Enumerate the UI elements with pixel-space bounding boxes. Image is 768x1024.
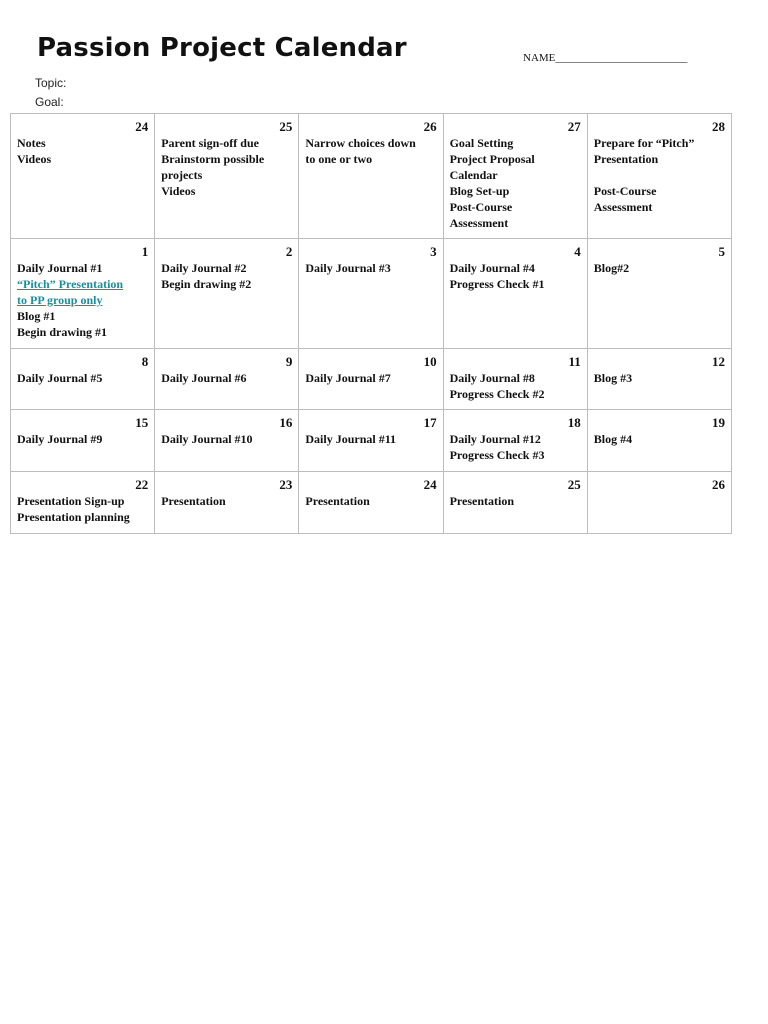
calendar-task-line: Daily Journal #11 — [305, 432, 397, 446]
goal-label: Goal: — [35, 95, 64, 109]
calendar-task-line: to one or two — [305, 152, 373, 166]
day-number: 2 — [285, 244, 293, 259]
calendar-task-line — [594, 167, 725, 183]
calendar-day-cell — [443, 410, 587, 472]
calendar-day-cell — [299, 114, 443, 239]
calendar-day-cell — [443, 114, 587, 239]
calendar-day-cell — [443, 349, 587, 410]
calendar-task-line: Blog #3 — [593, 371, 633, 385]
calendar-day-cell — [299, 239, 443, 349]
day-number: 16 — [279, 415, 293, 430]
calendar-task-line: Daily Journal #1 — [17, 261, 103, 275]
calendar-day-cell — [11, 114, 155, 239]
calendar-task-line: Daily Journal #4 — [449, 261, 535, 275]
calendar-week-row — [11, 114, 732, 239]
day-number: 22 — [135, 477, 149, 492]
calendar-table — [10, 113, 732, 534]
calendar-week-row — [11, 349, 732, 410]
calendar-day-cell — [155, 114, 299, 239]
day-number: 11 — [568, 354, 581, 369]
calendar-day-cell — [299, 472, 443, 534]
calendar-day-cell — [11, 349, 155, 410]
calendar-task-line: Brainstorm possible — [161, 152, 265, 166]
calendar-task-line: Prepare for “Pitch” — [593, 136, 695, 150]
calendar-task-line: Blog #1 — [17, 309, 56, 323]
day-number: 24 — [135, 119, 149, 134]
calendar-day-cell — [587, 114, 731, 239]
calendar-task-line: Blog Set-up — [449, 184, 510, 198]
calendar-task-line: Blog#2 — [593, 261, 630, 275]
calendar-day-cell — [443, 239, 587, 349]
day-number: 26 — [423, 119, 437, 134]
calendar-week-row — [11, 472, 732, 534]
calendar-week-row — [11, 239, 732, 349]
calendar-day-cell — [155, 239, 299, 349]
calendar-task-line: Daily Journal #9 — [17, 432, 103, 446]
calendar-task-line: Daily Journal #7 — [305, 371, 391, 385]
calendar-task-line: Project Proposal — [449, 152, 535, 166]
day-number: 23 — [279, 477, 293, 492]
calendar-task-line: Daily Journal #12 — [449, 432, 541, 446]
calendar-day-cell — [155, 472, 299, 534]
calendar-day-cell — [11, 239, 155, 349]
name-field-label: NAME________________________ — [523, 52, 688, 64]
day-number: 15 — [135, 415, 149, 430]
day-number: 26 — [712, 477, 725, 492]
calendar-task-line: Daily Journal #10 — [161, 432, 253, 446]
day-number: 19 — [712, 415, 725, 430]
day-number: 5 — [718, 244, 725, 259]
calendar-task-line: Daily Journal #5 — [17, 371, 103, 385]
calendar-task-line: Presentation — [161, 494, 226, 508]
day-number: 27 — [567, 119, 581, 134]
calendar-task-line: Presentation — [593, 152, 659, 166]
calendar-task-line: Post-Course — [449, 200, 513, 214]
day-number: 25 — [279, 119, 293, 134]
day-number: 8 — [141, 354, 149, 369]
day-number: 17 — [423, 415, 437, 430]
calendar-task-line: Narrow choices down — [305, 136, 416, 150]
calendar-day-cell — [299, 349, 443, 410]
calendar-task-line: Assessment — [593, 200, 653, 214]
day-number: 28 — [712, 119, 725, 134]
calendar-task-line: Parent sign-off due — [161, 136, 259, 150]
calendar-day-cell — [587, 239, 731, 349]
calendar-task-line: Begin drawing #2 — [161, 277, 252, 291]
calendar-task-line: Videos — [161, 184, 196, 198]
calendar-task-line: Presentation planning — [17, 510, 130, 524]
calendar-task-line: Progress Check #1 — [449, 277, 545, 291]
calendar-task-line: Post-Course — [593, 184, 657, 198]
calendar-task-line: Goal Setting — [449, 136, 514, 150]
calendar-day-cell — [299, 410, 443, 472]
day-number: 24 — [423, 477, 437, 492]
calendar-task-line: Daily Journal #3 — [305, 261, 391, 275]
calendar-task-line: projects — [161, 168, 203, 182]
calendar-task-line: Assessment — [449, 216, 509, 230]
page-title: Passion Project Calendar — [37, 33, 407, 63]
calendar-task-line: Videos — [17, 152, 52, 166]
day-number: 10 — [423, 354, 437, 369]
calendar-day-cell — [587, 472, 731, 534]
day-number: 3 — [430, 244, 437, 259]
calendar-day-cell — [587, 410, 731, 472]
calendar-day-cell — [11, 410, 155, 472]
calendar-task-line: Daily Journal #8 — [449, 371, 535, 385]
calendar-day-cell — [155, 349, 299, 410]
calendar-week-row — [11, 410, 732, 472]
day-number: 12 — [712, 354, 725, 369]
calendar-task-line: Presentation — [449, 494, 514, 508]
topic-label: Topic: — [35, 76, 67, 90]
day-number: 9 — [285, 354, 293, 369]
calendar-day-cell — [11, 472, 155, 534]
calendar-task-line: Presentation Sign-up — [17, 494, 125, 508]
calendar-day-cell — [443, 472, 587, 534]
day-number: 1 — [141, 244, 149, 259]
calendar-task-line: Progress Check #2 — [449, 387, 545, 401]
pitch-presentation-link[interactable]: “Pitch” Presentation — [17, 277, 124, 291]
calendar-task-line: Daily Journal #2 — [161, 261, 247, 275]
day-number: 25 — [567, 477, 581, 492]
calendar-task-line: Begin drawing #1 — [17, 325, 108, 339]
calendar-task-line: Notes — [17, 136, 46, 150]
calendar-day-cell — [587, 349, 731, 410]
calendar-task-line: Calendar — [449, 168, 498, 182]
calendar-task-line: Presentation — [305, 494, 370, 508]
calendar-task-line: Blog #4 — [593, 432, 633, 446]
pitch-presentation-link[interactable]: to PP group only — [17, 293, 103, 307]
calendar-task-line: Progress Check #3 — [449, 448, 545, 462]
calendar-day-cell — [155, 410, 299, 472]
day-number: 4 — [574, 244, 581, 259]
calendar-task-line: Daily Journal #6 — [161, 371, 247, 385]
day-number: 18 — [567, 415, 581, 430]
